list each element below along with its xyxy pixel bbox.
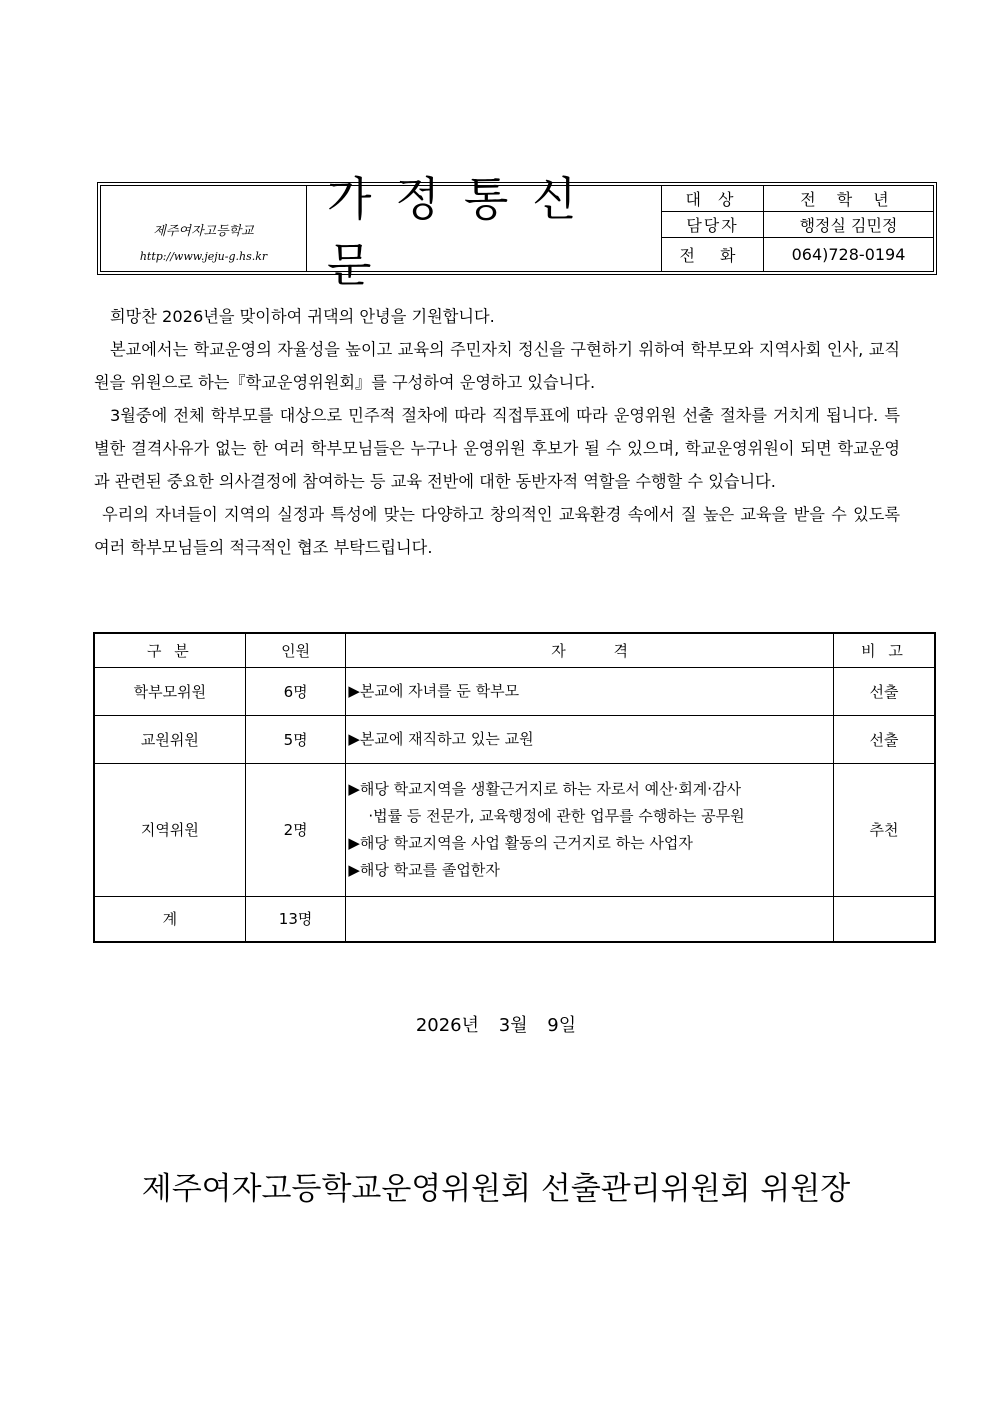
school-logo-cell — [101, 186, 307, 271]
qualification-line: ▶해당 학교를 졸업한자 — [348, 860, 500, 879]
row-count: 2명 — [245, 763, 346, 896]
info-value-target: 전 학 년 — [800, 190, 897, 210]
school-url: http://www.jeju-g.hs.kr — [139, 250, 268, 263]
info-value-phone: 064)728-0194 — [791, 245, 906, 265]
title-cell — [307, 171, 662, 292]
school-name: 제주여자고등학교 — [153, 224, 254, 239]
info-label-target: 대 상 — [662, 186, 764, 211]
page-title: 가정통신문 — [327, 171, 601, 292]
issue-date: 2026년 3월 9일 — [415, 1015, 577, 1036]
committee-table — [93, 632, 936, 943]
table-header-row — [94, 633, 935, 667]
row-qualification — [346, 763, 834, 896]
paragraph-election: 3월중에 전체 학부모를 대상으로 민주적 절차에 따라 직접투표에 따라 운영위원 선출 절차를 거치게 됩니다. 특별한 결격사유가 없는 한 여러 학부모님들은 누구나 운영위원 후보가 될 수 있으며, 학교운영위원이 되면 학교운영과 관련된 중요한 의사결정에 참여하는 등 교육 전반에 대한 동반자적 역할을 수행할 수 있습니다. — [94, 406, 900, 491]
header-count: 인원 — [245, 633, 346, 667]
table-total-row — [94, 896, 935, 942]
total-count: 13명 — [245, 896, 346, 942]
qualification-line: ▶해당 학교지역을 생활근거지로 하는 자로서 예산·회계·감사 — [348, 779, 742, 798]
qualification-line: ▶본교에 자녀를 둔 학부모 — [348, 681, 520, 700]
table-row — [94, 715, 935, 763]
row-count: 5명 — [245, 715, 346, 763]
row-qualification — [346, 715, 834, 763]
table-row — [94, 667, 935, 715]
row-note: 선출 — [833, 667, 935, 715]
row-note: 추천 — [833, 763, 935, 896]
newsletter-header — [97, 171, 937, 292]
row-count: 6명 — [245, 667, 346, 715]
header-note: 비 고 — [833, 633, 935, 667]
paragraph-greeting: 희망찬 2026년을 맞이하여 귀댁의 안녕을 기원합니다. — [110, 307, 495, 326]
info-row-phone — [662, 238, 933, 271]
total-qualification — [346, 896, 834, 942]
info-row-manager — [662, 212, 933, 238]
row-qualification — [346, 667, 834, 715]
table-row — [94, 763, 935, 896]
qualification-line: ▶본교에 재직하고 있는 교원 — [348, 729, 534, 748]
header-category: 구 분 — [94, 633, 245, 667]
qualification-line: ·법률 등 전문가, 교육행정에 관한 업무를 수행하는 공무원 — [368, 806, 745, 825]
total-label: 계 — [94, 896, 245, 942]
total-note — [833, 896, 935, 942]
paragraph-request: 우리의 자녀들이 지역의 실정과 특성에 맞는 다양하고 창의적인 교육환경 속에서 질 높은 교육을 받을 수 있도록 여러 학부모님들의 적극적인 협조 부탁드립니다. — [94, 505, 900, 557]
qualification-line: ▶해당 학교지역을 사업 활동의 근거지로 하는 사업자 — [348, 833, 693, 852]
signer: 제주여자고등학교운영위원회 선출관리위원회 위원장 — [141, 1171, 851, 1207]
row-category: 학부모위원 — [94, 667, 245, 715]
info-label-phone: 전 화 — [662, 238, 764, 271]
letter-body — [94, 300, 900, 564]
paragraph-committee: 본교에서는 학교운영의 자율성을 높이고 교육의 주민자치 정신을 구현하기 위하여 학부모와 지역사회 인사, 교직원을 위원으로 하는『학교운영위원회』를 구성하여 운영하고 있습니다. — [94, 340, 900, 392]
info-label-manager: 담당자 — [662, 212, 764, 237]
row-category: 교원위원 — [94, 715, 245, 763]
info-row-target — [662, 186, 933, 212]
row-category: 지역위원 — [94, 763, 245, 896]
info-value-manager: 행정실 김민정 — [799, 216, 898, 236]
row-note: 선출 — [833, 715, 935, 763]
info-box — [662, 186, 933, 271]
header-qualification: 자 격 — [346, 633, 834, 667]
